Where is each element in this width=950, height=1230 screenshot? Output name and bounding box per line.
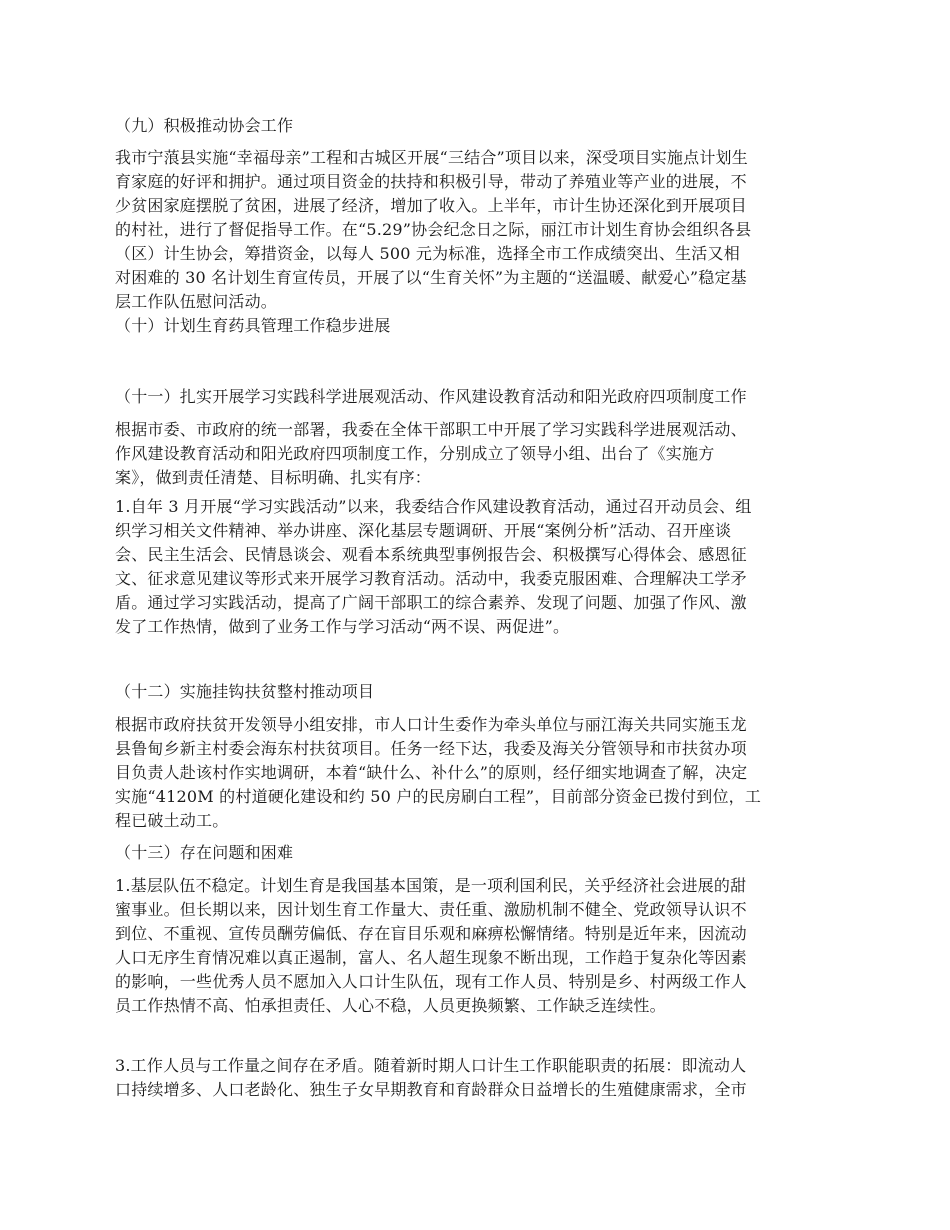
text-line: 县鲁甸乡新主村委会海东村扶贫项目。任务一经下达，我委及海关分管领导和市扶贫办项: [115, 739, 747, 758]
text-line: 的影响，一些优秀人员不愿加入人口计生队伍，现有工作人员、特别是乡、村两级工作人: [115, 972, 747, 991]
text-line: 口持续增多、人口老龄化、独生子女早期教育和育龄群众日益增长的生殖健康需求，全市: [115, 1080, 747, 1099]
text-line: 根据市政府扶贫开发领导小组安排，市人口计生委作为牵头单位与丽江海关共同实施玉龙: [115, 715, 747, 734]
text-line: 人口无序生育情况难以真正遏制，富人、名人超生现象不断出现，工作趋于复杂化等因素: [115, 948, 747, 967]
text-line: 根据市委、市政府的统一部署，我委在全体干部职工中开展了学习实践科学进展观活动、: [115, 420, 747, 439]
section-13-point-1-paragraph: [115, 874, 840, 1018]
text-line: 我市宁蒗县实施“幸福母亲”工程和古城区开展“三结合”项目以来，深受项目实施点计划生: [115, 148, 748, 167]
section-11-intro-paragraph: [115, 418, 840, 490]
text-line: 目负责人赴该村作实地调研，本着“缺什么、补什么”的原则，经仔细实地调查了解，决定: [115, 763, 748, 782]
section-heading-10: （十）计划生育药具管理工作稳步进展: [115, 316, 391, 335]
section-13-point-3-paragraph: [115, 1054, 840, 1102]
text-line: 会、民主生活会、民情恳谈会、观看本系统典型事例报告会、积极撰写心得体会、感恩征: [115, 545, 747, 564]
section-12-paragraph: [115, 713, 840, 833]
text-line: 员工作热情不高、怕承担责任、人心不稳，人员更换频繁、工作缺乏连续性。: [115, 996, 666, 1015]
section-heading-12: （十二）实施挂钩扶贫整村推动项目: [115, 682, 375, 701]
text-line: 少贫困家庭摆脱了贫困，进展了经济，增加了收入。上半年，市计生协还深化到开展项目: [115, 196, 747, 215]
section-9-paragraph: [115, 146, 840, 314]
section-11-point-1-paragraph: [115, 495, 840, 639]
text-line: （区）计生协会，筹措资金，以每人 500 元为标准，选择全市工作成绩突出、生活又相: [115, 244, 740, 263]
text-line: 文、征求意见建议等形式来开展学习教育活动。活动中，我委克服困难、合理解决工学矛: [115, 569, 747, 588]
text-line: 育家庭的好评和拥护。通过项目资金的扶持和积极引导，带动了养殖业等产业的进展，不: [115, 172, 747, 191]
text-line: 蜜事业。但长期以来，因计划生育工作量大、责任重、激励机制不健全、党政领导认识不: [115, 900, 747, 919]
text-line: 1.自年 3 月开展“学习实践活动”以来，我委结合作风建设教育活动，通过召开动员会、组: [115, 497, 752, 516]
text-line: 盾。通过学习实践活动，提高了广阔干部职工的综合素养、发现了问题、加强了作风、激: [115, 593, 747, 612]
section-heading-9: （九）积极推动协会工作: [115, 116, 294, 135]
text-line: 到位、不重视、宣传员酬劳偏低、存在盲目乐观和麻痹松懈情绪。特别是近年来，因流动: [115, 924, 747, 943]
section-heading-11: （十一）扎实开展学习实践科学进展观活动、作风建设教育活动和阳光政府四项制度工作: [115, 387, 747, 406]
text-line: 对困难的 30 名计划生育宣传员，开展了以“生育关怀”为主题的“送温暖、献爱心”稳定基: [115, 268, 747, 287]
text-line: 的村社，进行了督促指导工作。在“5.29”协会纪念日之际，丽江市计划生育协会组织各县: [115, 220, 752, 239]
text-line: 实施“4120M 的村道硬化建设和约 50 户的民房刷白工程”，目前部分资金已拨付到位，工: [115, 787, 762, 806]
text-line: 程已破土动工。: [115, 811, 229, 830]
text-line: 织学习相关文件精神、举办讲座、深化基层专题调研、开展“案例分析”活动、召开座谈: [115, 521, 732, 540]
text-line: 案》，做到责任清楚、目标明确、扎实有序：: [115, 468, 432, 487]
text-line: 层工作队伍慰问活动。: [115, 292, 278, 311]
text-line: 3.工作人员与工作量之间存在矛盾。随着新时期人口计生工作职能职责的拓展：即流动人: [115, 1056, 747, 1075]
text-line: 1.基层队伍不稳定。计划生育是我国基本国策，是一项利国利民，关乎经济社会进展的甜: [115, 876, 747, 895]
text-line: 发了工作热情，做到了业务工作与学习活动“两不误、两促进”。: [115, 617, 570, 636]
text-line: 作风建设教育活动和阳光政府四项制度工作，分别成立了领导小组、出台了《实施方: [115, 444, 715, 463]
section-heading-13: （十三）存在问题和困难: [115, 843, 294, 862]
